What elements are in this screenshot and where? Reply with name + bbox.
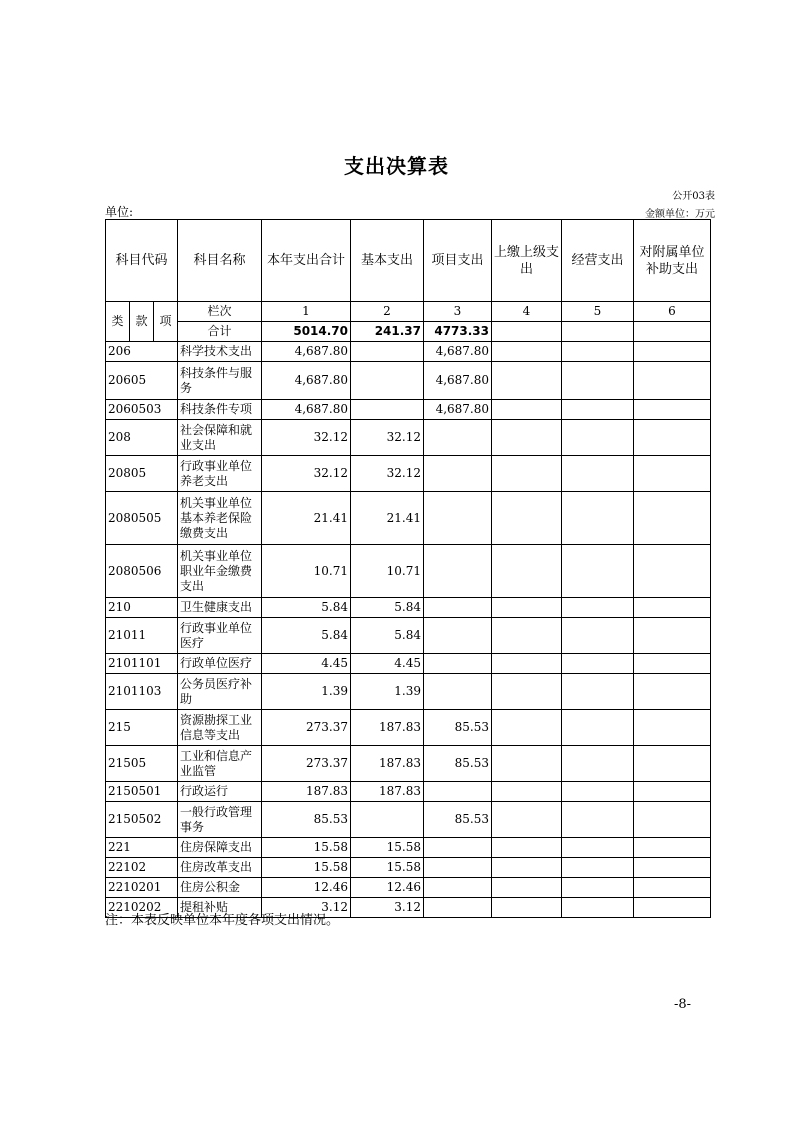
table-row [106, 400, 711, 420]
row-upper [492, 420, 562, 456]
header-subsidy: 对附属单位补助支出 [634, 220, 711, 302]
row-basic: 15.58 [351, 858, 424, 878]
row-code: 2101101 [106, 654, 178, 674]
row-basic: 32.12 [351, 420, 424, 456]
row-name: 行政事业单位医疗 [178, 618, 262, 654]
table-row [106, 618, 711, 654]
col-index-3: 3 [424, 302, 492, 322]
row-name: 住房保障支出 [178, 838, 262, 858]
row-business [562, 802, 634, 838]
row-total: 273.37 [262, 710, 351, 746]
row-total: 32.12 [262, 456, 351, 492]
row-business [562, 362, 634, 400]
row-basic: 1.39 [351, 674, 424, 710]
page-title: 支出决算表 [344, 154, 449, 178]
row-upper [492, 838, 562, 858]
row-upper [492, 674, 562, 710]
unit-label: 单位: [105, 205, 134, 219]
row-code: 2210201 [106, 878, 178, 898]
row-total: 4.45 [262, 654, 351, 674]
row-name: 住房公积金 [178, 878, 262, 898]
row-upper [492, 362, 562, 400]
table-row [106, 878, 711, 898]
row-project [424, 838, 492, 858]
row-upper [492, 654, 562, 674]
row-subsidy [634, 654, 711, 674]
row-total: 5.84 [262, 618, 351, 654]
col-index-6: 6 [634, 302, 711, 322]
row-upper [492, 618, 562, 654]
table-row [106, 802, 711, 838]
row-business [562, 674, 634, 710]
row-subsidy [634, 342, 711, 362]
row-business [562, 746, 634, 782]
row-project: 85.53 [424, 746, 492, 782]
row-code: 21505 [106, 746, 178, 782]
row-project [424, 878, 492, 898]
row-subsidy [634, 674, 711, 710]
row-code: 2080506 [106, 545, 178, 598]
row-basic: 4.45 [351, 654, 424, 674]
row-upper [492, 782, 562, 802]
row-basic: 15.58 [351, 838, 424, 858]
page-number: -8- [673, 997, 691, 1012]
row-name: 科学技术支出 [178, 342, 262, 362]
header-basic: 基本支出 [351, 220, 424, 302]
row-upper [492, 710, 562, 746]
row-total: 4,687.80 [262, 400, 351, 420]
row-basic [351, 400, 424, 420]
row-code: 2060503 [106, 400, 178, 420]
table-row [106, 362, 711, 400]
row-project: 4,687.80 [424, 342, 492, 362]
table-row [106, 710, 711, 746]
row-code: 2080505 [106, 492, 178, 545]
row-basic: 187.83 [351, 746, 424, 782]
row-total: 5.84 [262, 598, 351, 618]
row-subsidy [634, 878, 711, 898]
row-subsidy [634, 746, 711, 782]
row-total: 12.46 [262, 878, 351, 898]
row-subsidy [634, 456, 711, 492]
row-total: 4,687.80 [262, 362, 351, 400]
table-row [106, 342, 711, 362]
row-project: 85.53 [424, 710, 492, 746]
kuan-cell: 款 [130, 302, 154, 342]
row-basic: 187.83 [351, 782, 424, 802]
row-project [424, 492, 492, 545]
row-total: 21.41 [262, 492, 351, 545]
total-business [562, 322, 634, 342]
row-business [562, 782, 634, 802]
row-name: 行政运行 [178, 782, 262, 802]
row-code: 215 [106, 710, 178, 746]
row-subsidy [634, 838, 711, 858]
row-name: 社会保障和就业支出 [178, 420, 262, 456]
total-label: 合计 [178, 322, 262, 342]
row-upper [492, 802, 562, 838]
row-upper [492, 898, 562, 918]
row-code: 208 [106, 420, 178, 456]
row-basic [351, 362, 424, 400]
total-sum: 5014.70 [262, 322, 351, 342]
row-basic [351, 802, 424, 838]
row-code: 22102 [106, 858, 178, 878]
row-total: 273.37 [262, 746, 351, 782]
row-basic: 32.12 [351, 456, 424, 492]
table-row [106, 545, 711, 598]
row-total: 4,687.80 [262, 342, 351, 362]
row-project [424, 782, 492, 802]
row-code: 210 [106, 598, 178, 618]
row-project [424, 654, 492, 674]
row-project [424, 858, 492, 878]
table-row [106, 746, 711, 782]
table-row [106, 838, 711, 858]
row-subsidy [634, 858, 711, 878]
row-upper [492, 878, 562, 898]
row-total: 187.83 [262, 782, 351, 802]
lei-cell: 类 [106, 302, 130, 342]
amount-unit: 金额单位：万元 [645, 209, 715, 220]
row-business [562, 618, 634, 654]
row-total: 3.12 [262, 898, 351, 918]
header-project: 项目支出 [424, 220, 492, 302]
row-business [562, 420, 634, 456]
row-name: 行政事业单位养老支出 [178, 456, 262, 492]
col-index-2: 2 [351, 302, 424, 322]
table-row [106, 858, 711, 878]
row-name: 提租补贴 [178, 898, 262, 918]
xiang-cell: 项 [154, 302, 178, 342]
row-code: 206 [106, 342, 178, 362]
row-business [562, 598, 634, 618]
col-index-5: 5 [562, 302, 634, 322]
row-project [424, 618, 492, 654]
row-business [562, 898, 634, 918]
row-code: 2210202 [106, 898, 178, 918]
row-basic [351, 342, 424, 362]
row-subsidy [634, 362, 711, 400]
row-project [424, 456, 492, 492]
table-row [106, 674, 711, 710]
header-total: 本年支出合计 [262, 220, 351, 302]
row-subsidy [634, 598, 711, 618]
row-upper [492, 598, 562, 618]
table-row [106, 782, 711, 802]
row-business [562, 878, 634, 898]
col-index-4: 4 [492, 302, 562, 322]
row-name: 科技条件专项 [178, 400, 262, 420]
row-name: 科技条件与服务 [178, 362, 262, 400]
row-business [562, 456, 634, 492]
row-subsidy [634, 898, 711, 918]
row-project [424, 674, 492, 710]
row-upper [492, 746, 562, 782]
row-project: 4,687.80 [424, 400, 492, 420]
row-code: 20805 [106, 456, 178, 492]
row-name: 工业和信息产业监管 [178, 746, 262, 782]
row-name: 机关事业单位基本养老保险缴费支出 [178, 492, 262, 545]
header-business: 经营支出 [562, 220, 634, 302]
row-project [424, 420, 492, 456]
row-name: 一般行政管理事务 [178, 802, 262, 838]
row-project [424, 598, 492, 618]
row-subsidy [634, 618, 711, 654]
row-upper [492, 456, 562, 492]
row-subsidy [634, 492, 711, 545]
row-business [562, 545, 634, 598]
row-name: 行政单位医疗 [178, 654, 262, 674]
row-upper [492, 492, 562, 545]
row-code: 2150501 [106, 782, 178, 802]
row-total: 15.58 [262, 858, 351, 878]
row-business [562, 492, 634, 545]
table-row [106, 492, 711, 545]
row-upper [492, 545, 562, 598]
row-name: 机关事业单位职业年金缴费支出 [178, 545, 262, 598]
row-total: 32.12 [262, 420, 351, 456]
row-code: 21011 [106, 618, 178, 654]
row-subsidy [634, 710, 711, 746]
row-business [562, 838, 634, 858]
row-name: 资源勘探工业信息等支出 [178, 710, 262, 746]
row-total: 10.71 [262, 545, 351, 598]
row-code: 2150502 [106, 802, 178, 838]
row-upper [492, 400, 562, 420]
row-subsidy [634, 802, 711, 838]
row-project [424, 898, 492, 918]
row-basic: 3.12 [351, 898, 424, 918]
row-subsidy [634, 400, 711, 420]
table-row [106, 598, 711, 618]
row-total: 1.39 [262, 674, 351, 710]
row-business [562, 710, 634, 746]
table-row [106, 456, 711, 492]
header-code: 科目代码 [106, 220, 178, 302]
table-row [106, 654, 711, 674]
row-total: 15.58 [262, 838, 351, 858]
col-index-1: 1 [262, 302, 351, 322]
row-basic: 5.84 [351, 598, 424, 618]
row-subsidy [634, 782, 711, 802]
header-upper: 上缴上级支出 [492, 220, 562, 302]
row-basic: 10.71 [351, 545, 424, 598]
row-name: 卫生健康支出 [178, 598, 262, 618]
row-basic: 187.83 [351, 710, 424, 746]
total-basic: 241.37 [351, 322, 424, 342]
row-code: 20605 [106, 362, 178, 400]
total-project: 4773.33 [424, 322, 492, 342]
row-business [562, 400, 634, 420]
row-name: 住房改革支出 [178, 858, 262, 878]
row-business [562, 654, 634, 674]
row-business [562, 342, 634, 362]
expenditure-table [105, 219, 711, 918]
row-basic: 12.46 [351, 878, 424, 898]
row-upper [492, 858, 562, 878]
row-name: 公务员医疗补助 [178, 674, 262, 710]
row-code: 2101103 [106, 674, 178, 710]
row-business [562, 858, 634, 878]
row-code: 221 [106, 838, 178, 858]
lanci-cell: 栏次 [178, 302, 262, 322]
row-upper [492, 342, 562, 362]
row-project [424, 545, 492, 598]
row-project: 85.53 [424, 802, 492, 838]
row-subsidy [634, 420, 711, 456]
table-note: 注：本表反映单位本年度各项支出情况。 [105, 913, 340, 928]
total-upper [492, 322, 562, 342]
table-row [106, 420, 711, 456]
row-basic: 5.84 [351, 618, 424, 654]
row-total: 85.53 [262, 802, 351, 838]
row-subsidy [634, 545, 711, 598]
header-name: 科目名称 [178, 220, 262, 302]
table-tag: 公开03表 [672, 191, 715, 202]
row-project: 4,687.80 [424, 362, 492, 400]
row-basic: 21.41 [351, 492, 424, 545]
total-subsidy [634, 322, 711, 342]
